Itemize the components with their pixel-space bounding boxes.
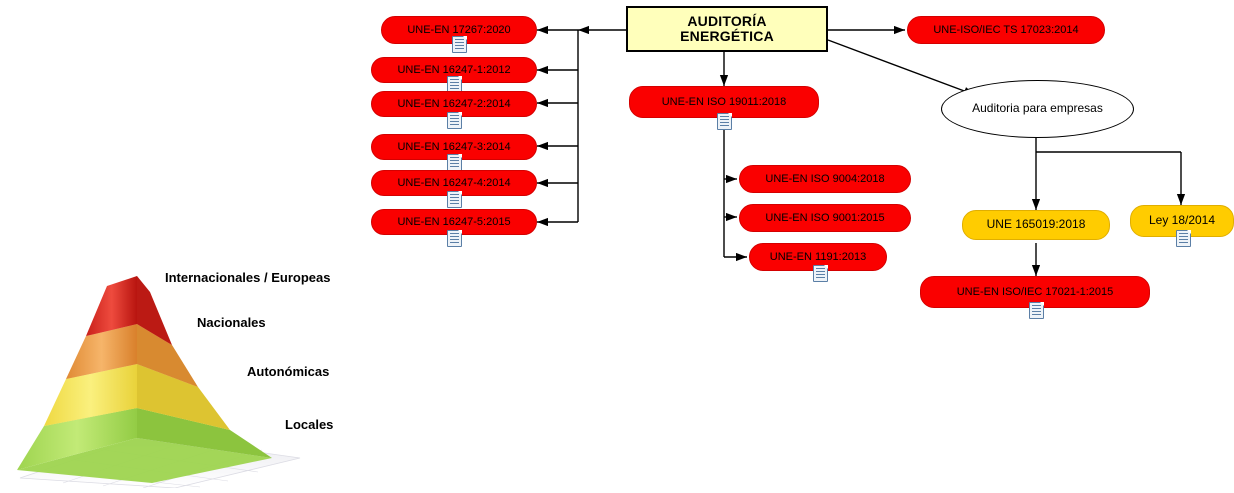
node-auditoria-para-empresas[interactable] xyxy=(941,80,1134,138)
node-une-en-iso-9004-2018[interactable] xyxy=(739,165,911,193)
document-icon xyxy=(447,191,462,208)
node-auditoria-energetica[interactable] xyxy=(626,6,828,52)
node-label: Ley 18/2014 xyxy=(1148,213,1216,228)
node-une-165019-2018[interactable] xyxy=(962,210,1110,240)
document-icon xyxy=(452,36,467,53)
document-icon xyxy=(1029,302,1044,319)
pyramid-graphic xyxy=(0,240,380,488)
pyramid-label-internacionales: Internacionales / Europeas xyxy=(165,270,331,285)
document-icon xyxy=(447,230,462,247)
node-label: UNE-EN ISO 9001:2015 xyxy=(765,211,885,224)
document-icon xyxy=(717,113,732,130)
document-icon xyxy=(813,265,828,282)
node-label: UNE 165019:2018 xyxy=(986,217,1086,232)
node-une-en-iso-9001-2015[interactable] xyxy=(739,204,911,232)
node-label: UNE-EN 16247-4:2014 xyxy=(397,176,511,189)
node-label: UNE-EN 16247-1:2012 xyxy=(397,63,511,76)
pyramid-label-locales: Locales xyxy=(285,417,334,432)
root-label-line1: AUDITORÍA xyxy=(687,12,767,29)
node-label: UNE-EN ISO 19011:2018 xyxy=(661,95,787,108)
pyramid-label-nacionales: Nacionales xyxy=(197,315,266,330)
node-label: UNE-EN ISO/IEC 17021-1:2015 xyxy=(956,285,1114,298)
node-label: UNE-EN ISO 9004:2018 xyxy=(765,172,885,185)
node-label: UNE-EN 16247-2:2014 xyxy=(397,97,511,110)
node-label: UNE-EN 1191:2013 xyxy=(769,250,867,263)
node-label: UNE-EN 17267:2020 xyxy=(407,23,511,36)
node-label: UNE-EN 16247-5:2015 xyxy=(397,215,511,228)
pyramid-label-autonomicas: Autonómicas xyxy=(247,364,330,379)
document-icon xyxy=(447,112,462,129)
document-icon xyxy=(447,154,462,171)
node-label: Auditoria para empresas xyxy=(972,101,1103,116)
node-label: UNE-ISO/IEC TS 17023:2014 xyxy=(933,23,1079,36)
document-icon xyxy=(1176,230,1191,247)
node-une-iso-iec-ts-17023-2014[interactable] xyxy=(907,16,1105,44)
node-label: UNE-EN 16247-3:2014 xyxy=(397,140,511,153)
root-label-line2: ENERGÉTICA xyxy=(680,28,774,44)
